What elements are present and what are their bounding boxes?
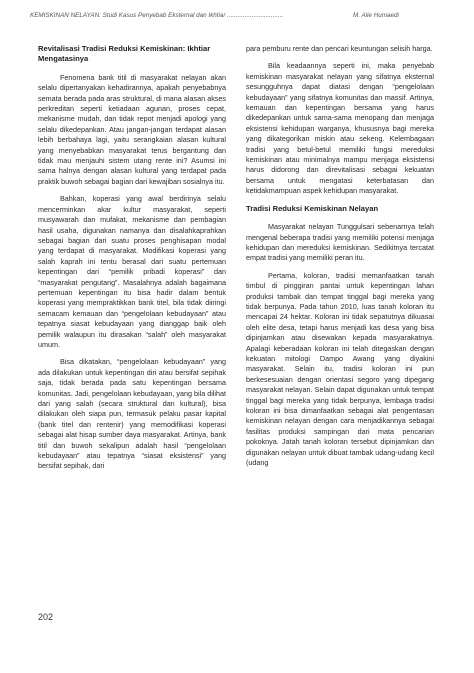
paragraph: Bisa dikatakan, “pengelolaan kebudayaan” yang ada dilakukan untuk kepentingan diri atau bersifat sepihak saja, tidak berada pada satu kepentingan bersama komunitas. Jadi, pengelolaan kebudayaan, yang bila dilihat dari yang salah (secara struktural dan kultural), bisa dilakukan oleh siapa pun, termasuk pelaku pasar kapital (bank titel dan rentenir) yang memodifikasi koperasi sebagai alat hisap sumber daya masyarakat. Artinya, bank titil dan buwoh sekalipun adalah hasil “pengelolaan kebudayaan” atau tepatnya “siasat eksistensi” yang bersifat sepihak, dari	[38, 357, 226, 471]
paragraph: Bahkan, koperasi yang awal berdirinya selalu mencerminkan akar kultur masyarakat, seperti musyawarah dan mufakat, mekanisme dan pembagian hasil usaha, digunakan namanya dan disalahkaprahkan sebagai bagian dari suatu proses penghisapan modal yang terdapat di masyarakat. Modifikasi koperasi yang salah kaprah ini tentu berasal dari suatu pertemuan kepentingan dari “pemilik pribadi koperasi” dan “masyarakat pengutang”. Masalahnya adalah bagaimana pertemuan kepentingan itu bisa hadir dalam bentuk koperasi yang mempraktikkan bank titel, bila tidak diiringi semacam kemauan dan “pengelolaan kebudayaan” atau tepatnya siasat kebudayaan yang dianggap baik oleh pemilik walaupun itu dirasakan “salah” oleh masyarakat umum.	[38, 194, 226, 349]
paragraph: para pemburu rente dan pencari keuntungan selisih harga.	[246, 44, 433, 53]
paragraph: Masyarakat nelayan Tunggulsari sebenarnya telah mengenal beberapa tradisi yang memiliki potensi menjaga kehidupan dan mereduksi kemiskinan. Sedikitnya tercatat empat tradisi yang memiliki peran itu.	[246, 222, 434, 263]
header-title: KEMISKINAN NELAYAN: Studi Kasus Penyebab Eksternal dan Ikhtiar ................................	[30, 12, 284, 19]
right-column	[246, 44, 434, 475]
header-author: M. Alie Humaedi	[353, 12, 399, 19]
subsection-heading: Tradisi Reduksi Kemiskinan Nelayan	[246, 203, 379, 213]
paragraph: Fenomena bank titil di masyarakat nelayan akan selalu dipertanyakan kehadirannya, apakah penyebabnya semata berada pada aras struktural, di mana alasan akses perkreditan seperti ketiadaan agunan, proses cepat, mekanisme mudah, dan tidak repot menjadi apologi yang selalu dikedepankan. Atau jangan-jangan terdapat alasan lebih berbahaya lagi, yaitu serangkaian alasan kultural yang menyebabkan masyarakat terus bergantung dan tidak mau menjauhi sistem utang rente ini? Asumsi ini sama halnya dengan alasan kultural yang terdapat pada praktik buwoh sebagai bagian dari kewajiban sosialnya itu.	[38, 72, 226, 186]
page-number: 202	[38, 612, 54, 622]
paragraph: Bila keadaannya seperti ini, maka penyebab kemiskinan masyarakat nelayan yang sifatnya eksternal sesungguhnya dapat diatasi dengan “pengelolaan kebudayaan” yang sifatnya komunitas dan massif. Artinya, kemauan dan kepentingan bersama yang harus dikedepankan untuk sama-sama menopang dan menjaga eksistensi kehidupan warganya, khususnya bagi mereka yang dikategorikan miskin atau sekeng. Kelembagaan tradisi yang betul-betul memiliki fungsi mereduksi kemiskinan atau minimalnya mampu menjaga eksistensi harus didorong dan direvitalisasi sebagai kekuatan bersama untuk mengatasi keterbatasan dan ketidakmampuan aspek kehidupan masyarakat.	[246, 61, 434, 196]
paragraph: Pertama, koloran, tradisi memanfaatkan tanah timbul di pinggiran pantai untuk kepentingan lahan produksi tambak dan tempat tinggal bagi mereka yang tidak berpunya. Pada tahun 2010, luas tanah koloran itu mencapai 24 hektar. Koloran ini tidak sepatutnya dikuasai oleh elite desa, tetapi harus menjadi kas desa yang bisa dipinjamkan atau disewakan kepada masyarakatnya. Apalagi keberadaan koloran ini telah ditegaskan dengan kekuatan mitologi Dampo Awang yang diyakini masyarakat. Selain itu, tradisi koloran ini pun berkesesuaian dengan orientasi segoro yang dipegang masyarakat nelayan. Selain dapat digunakan untuk tempat tinggal bagi mereka yang tidak berpunya, lembaga tradisi koloran ini bisa dimanfaatkan sebagai alat pengentasan kemiskinan nelayan dengan cara menjadikannya sebagai fasilitas produksi sampingan dari mata pencarian pokoknya. Jatah tanah koloran tersebut dipinjamkan dan digunakan nelayan untuk dibuat tambak udang-udang kecil (udang	[246, 270, 434, 468]
running-header	[30, 12, 450, 19]
left-column	[38, 44, 226, 479]
section-heading: Revitalisasi Tradisi Reduksi Kemiskinan: Ikhtiar Mengatasinya	[38, 44, 211, 64]
